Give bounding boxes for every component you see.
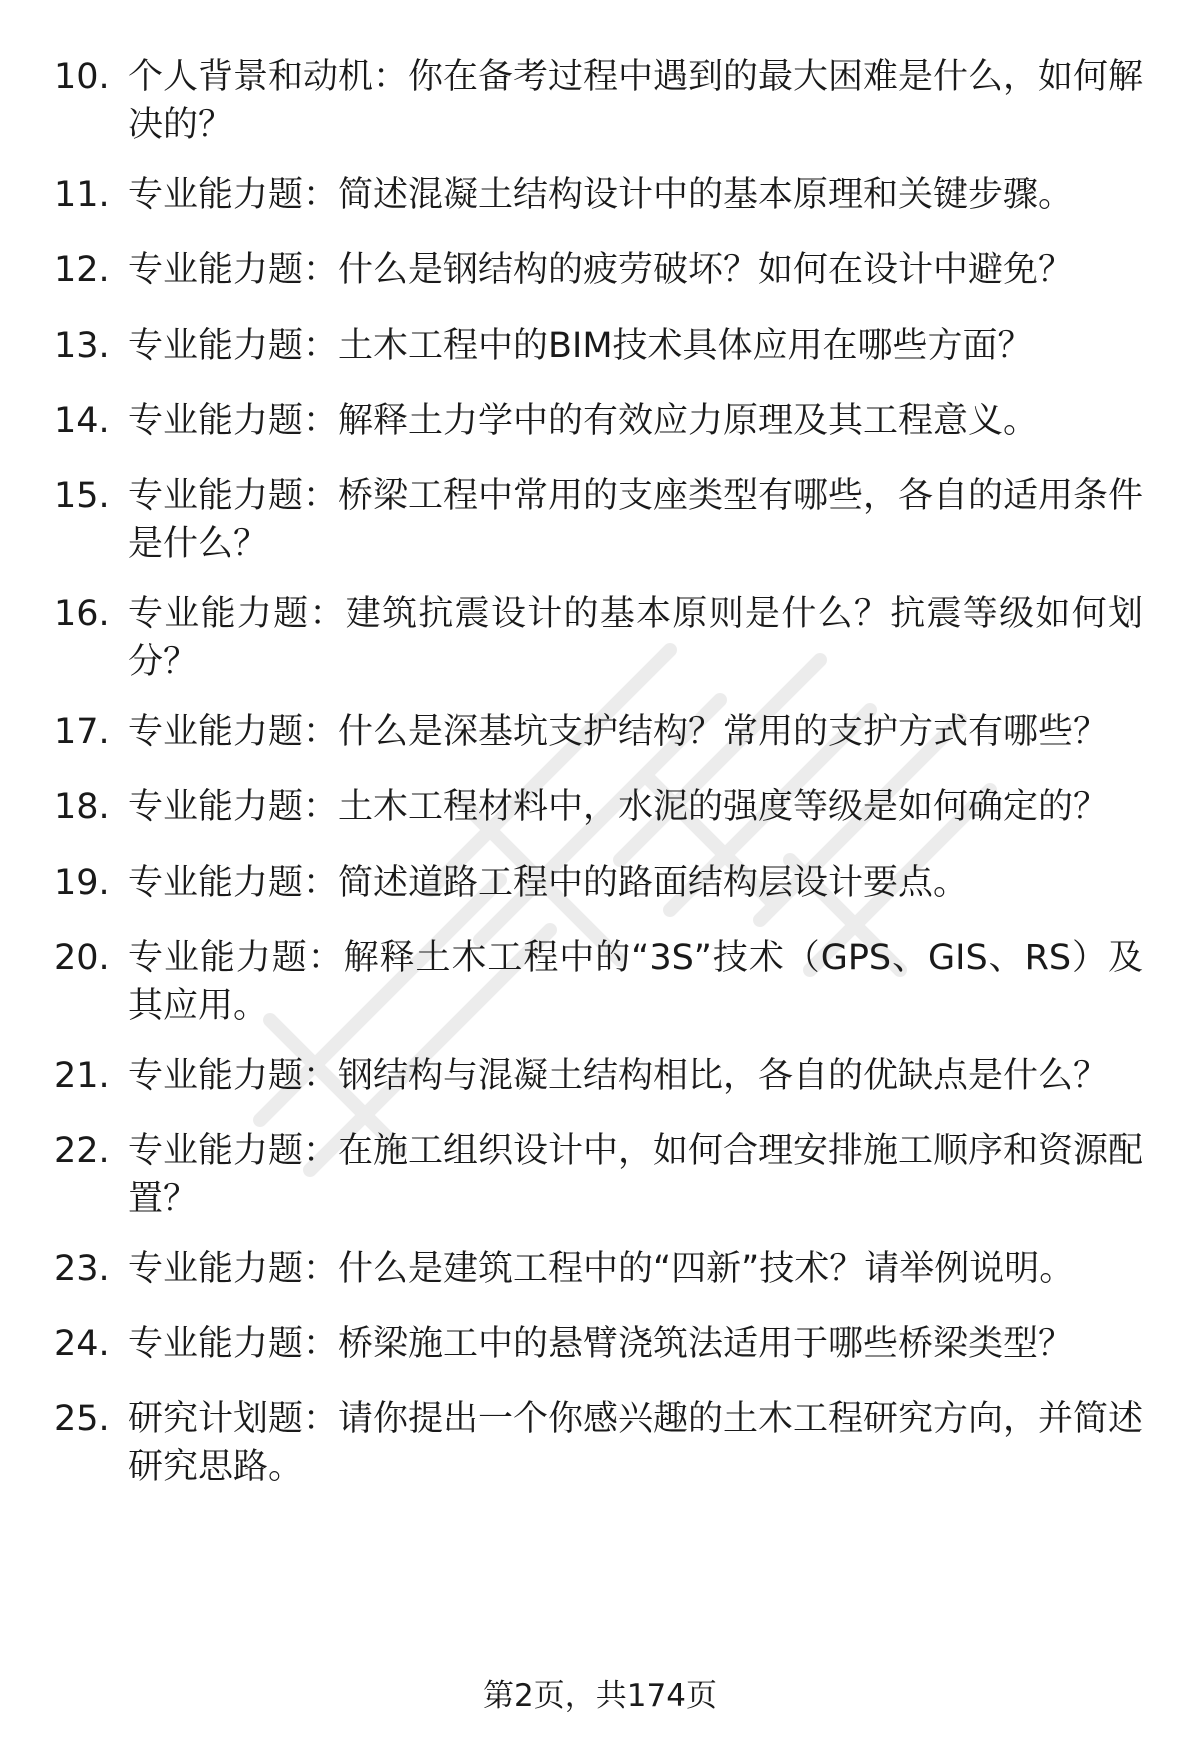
question-number: 15. xyxy=(54,476,110,516)
question-text: 专业能力题：钢结构与混凝土结构相比，各自的优缺点是什么？ xyxy=(128,1056,1109,1096)
question-text: 专业能力题：什么是深基坑支护结构？常用的支护方式有哪些？ xyxy=(128,712,1109,752)
question-text: 专业能力题：桥梁施工中的悬臂浇筑法适用于哪些桥梁类型？ xyxy=(128,1324,1074,1364)
question-number: 16. xyxy=(54,594,110,634)
question-number: 18. xyxy=(54,787,110,827)
question-number: 19. xyxy=(54,863,110,903)
question-number: 13. xyxy=(54,326,110,366)
question-number: 21. xyxy=(54,1056,110,1096)
question-text: 专业能力题：桥梁工程中常用的支座类型有哪些，各自的适用条件是什么？ xyxy=(128,476,1144,564)
question-text: 专业能力题：简述混凝土结构设计中的基本原理和关键步骤。 xyxy=(128,175,1074,215)
question-text: 专业能力题：什么是钢结构的疲劳破坏？如何在设计中避免？ xyxy=(128,250,1074,290)
question-number: 22. xyxy=(54,1131,110,1171)
question-text: 个人背景和动机：你在备考过程中遇到的最大困难是什么，如何解决的？ xyxy=(128,57,1144,145)
question-text: 专业能力题：在施工组织设计中，如何合理安排施工顺序和资源配置？ xyxy=(128,1131,1144,1219)
question-number: 17. xyxy=(54,712,110,752)
question-text: 专业能力题：土木工程中的BIM技术具体应用在哪些方面？ xyxy=(128,326,1033,366)
question-text: 专业能力题：什么是建筑工程中的“四新”技术？请举例说明。 xyxy=(128,1249,1075,1289)
question-number: 24. xyxy=(54,1324,110,1364)
question-text: 研究计划题：请你提出一个你感兴趣的土木工程研究方向，并简述研究思路。 xyxy=(128,1399,1144,1487)
question-number: 23. xyxy=(54,1249,110,1289)
question-number: 25. xyxy=(54,1399,110,1439)
question-text: 专业能力题：解释土力学中的有效应力原理及其工程意义。 xyxy=(128,401,1039,441)
question-number: 11. xyxy=(54,175,110,215)
question-number: 20. xyxy=(54,938,110,978)
question-number: 12. xyxy=(54,250,110,290)
question-number: 10. xyxy=(54,57,110,97)
question-text: 专业能力题：土木工程材料中，水泥的强度等级是如何确定的？ xyxy=(128,787,1109,827)
question-number: 14. xyxy=(54,401,110,441)
page-number: 第2页，共174页 xyxy=(483,1678,717,1714)
question-text: 专业能力题：建筑抗震设计的基本原则是什么？抗震等级如何划分？ xyxy=(128,594,1143,682)
question-text: 专业能力题：简述道路工程中的路面结构层设计要点。 xyxy=(128,863,969,903)
question-text: 专业能力题：解释土木工程中的“3S”技术（GPS、GIS、RS）及其应用。 xyxy=(128,938,1143,1026)
